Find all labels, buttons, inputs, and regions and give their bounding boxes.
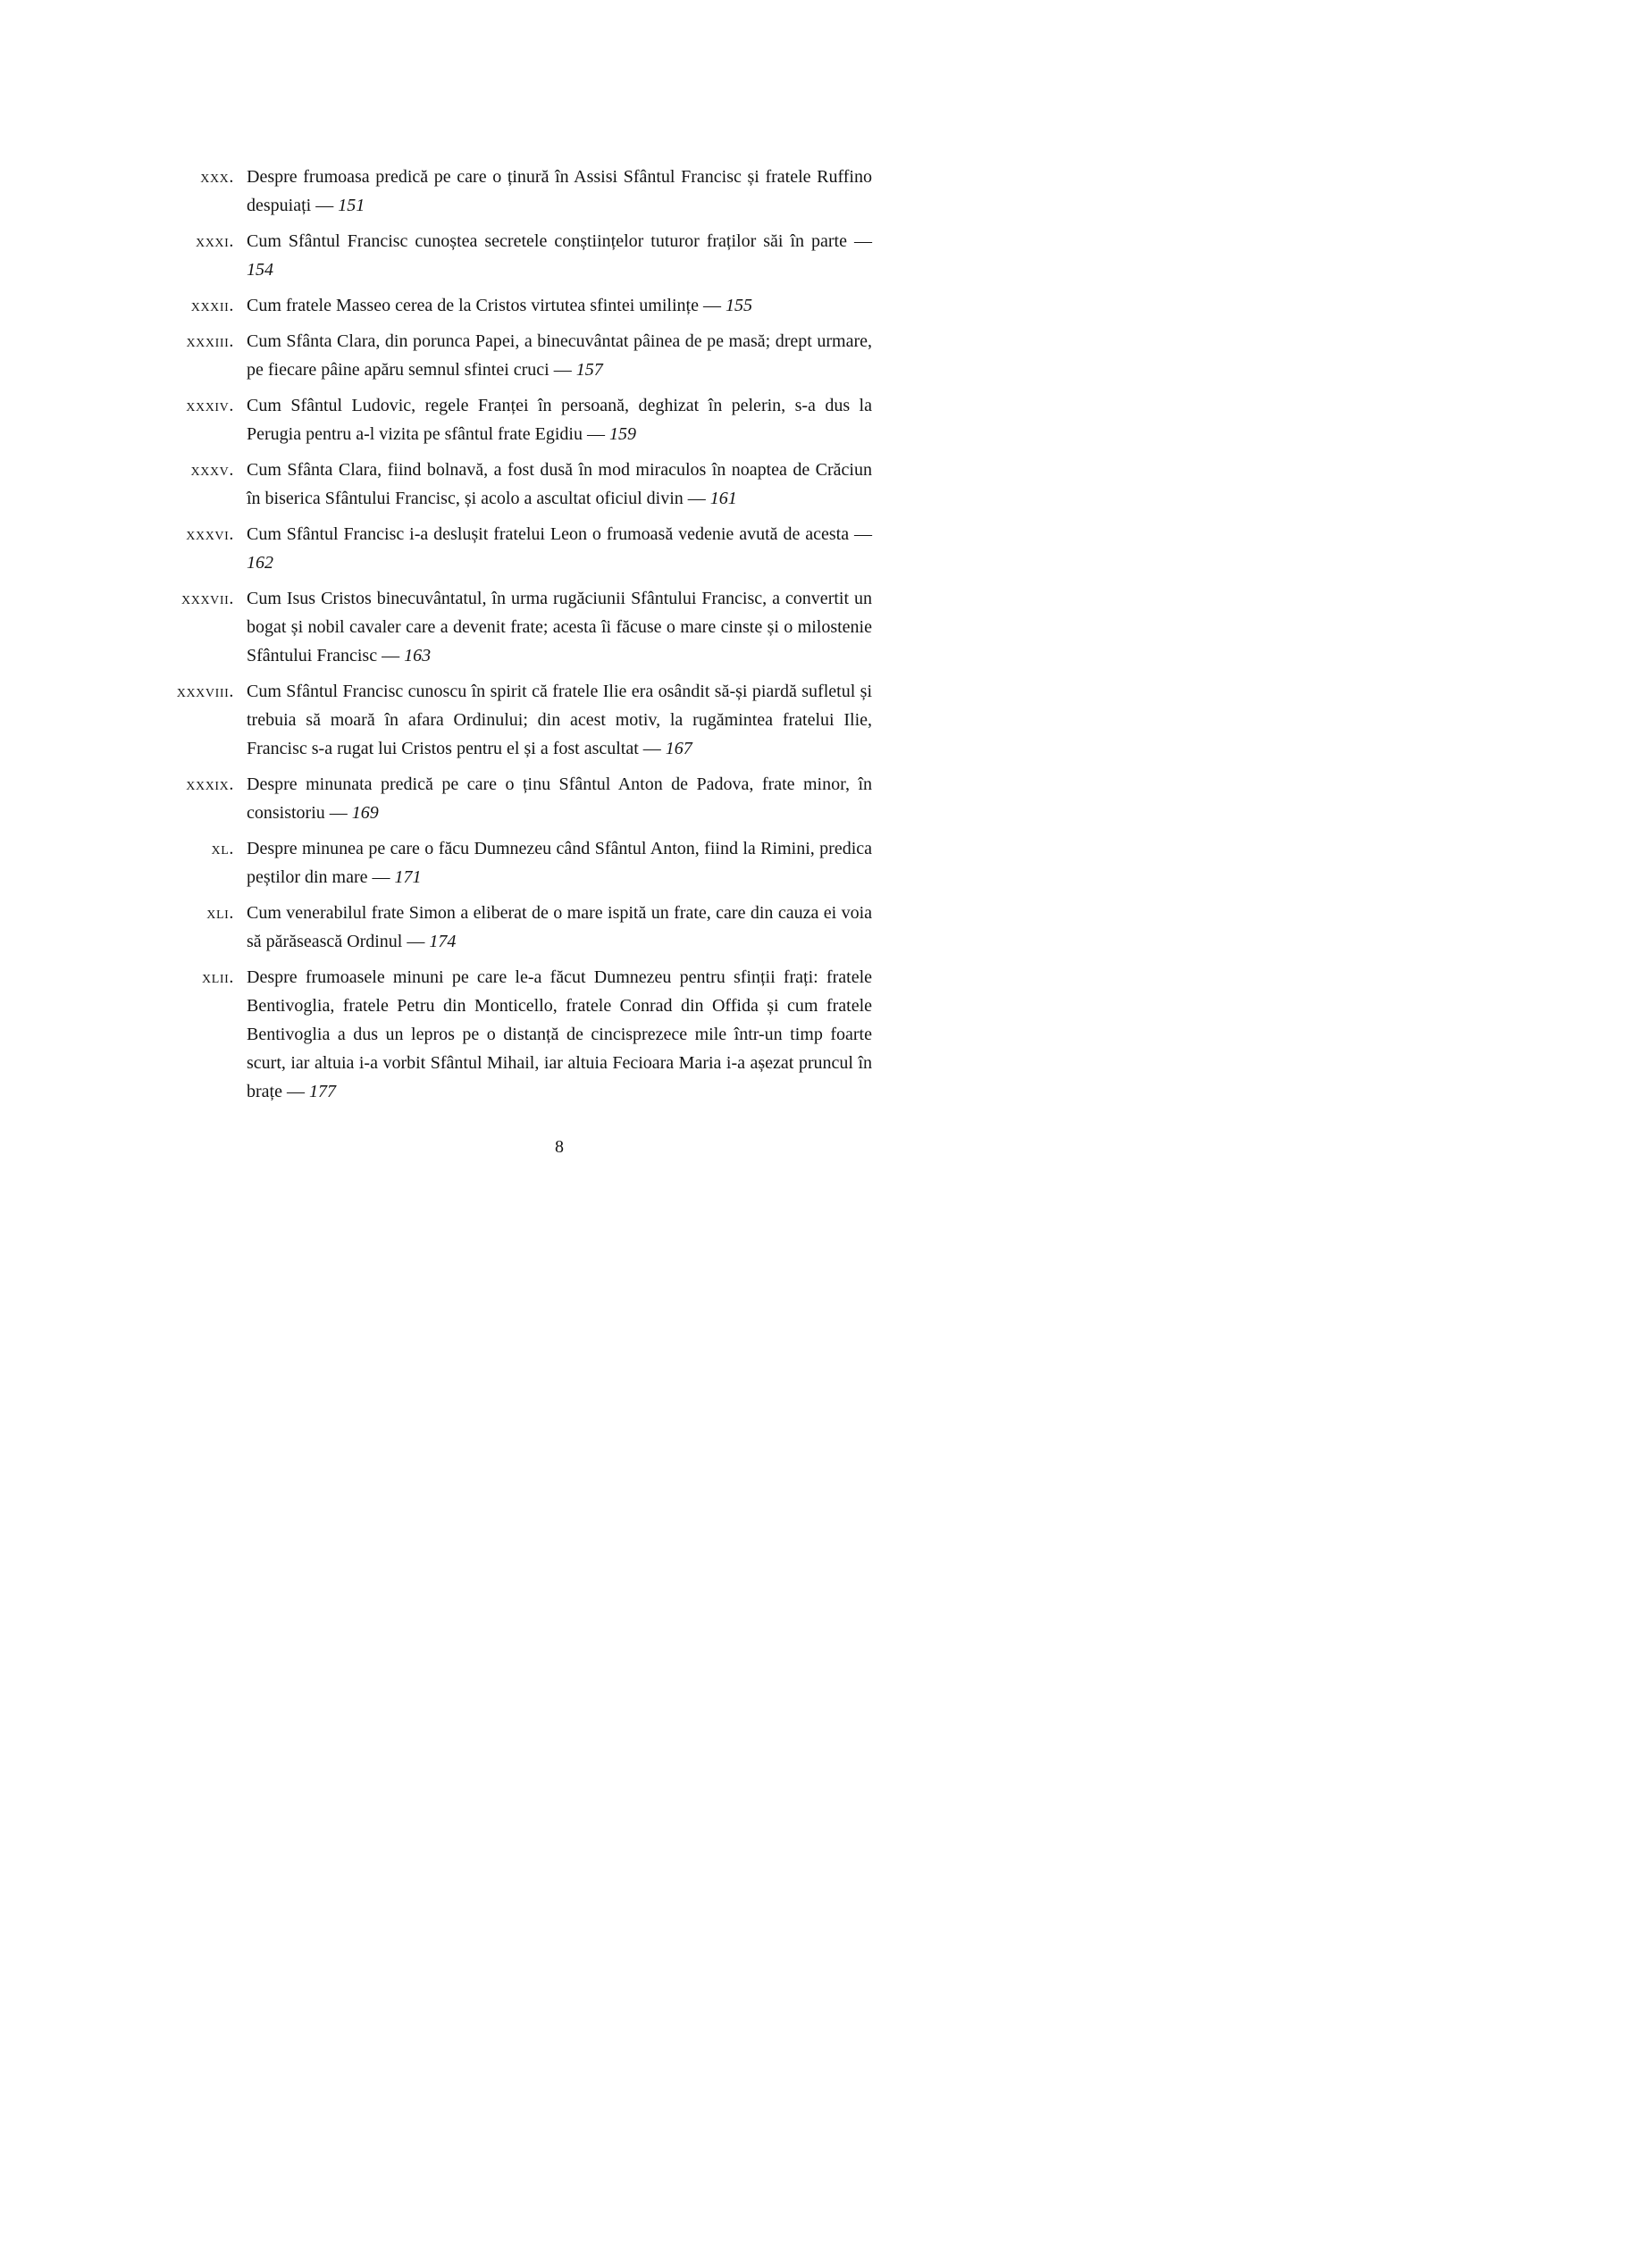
entry-text	[247, 456, 872, 513]
toc-entry	[141, 677, 881, 763]
toc-entry	[141, 456, 881, 513]
entry-separator-dash: —	[402, 932, 430, 951]
entry-numeral: xxxiii.	[186, 331, 234, 351]
entry-title: Cum Sfântul Francisc i-a deslușit fratelui Leon o frumoasă vedenie avută de acesta	[247, 524, 850, 544]
entry-title: Cum Sfânta Clara, din porunca Papei, a binecuvântat pâinea de pe masă; drept urmare, pe fiecare pâine apăru semnul sfintei cruci	[247, 331, 872, 380]
entry-numeral: xxxi.	[196, 231, 234, 251]
entry-title: Cum Sfânta Clara, fiind bolnavă, a fost dusă în mod miraculos în noaptea de Crăciun în biserica Sfântului Francisc, și acolo a ascultat oficiul divin	[247, 460, 872, 508]
entry-separator-dash: —	[367, 867, 395, 887]
entry-title: Cum Sfântul Francisc cunoștea secretele conștiințelor tuturor fraților săi în parte	[247, 231, 847, 251]
table-of-contents	[141, 163, 881, 1161]
entry-separator-dash: —	[698, 296, 726, 315]
entry-numeral: xxxviii.	[176, 682, 234, 701]
entry-text	[247, 770, 872, 827]
toc-list	[141, 163, 881, 1106]
entry-text	[247, 327, 872, 384]
entry-title: Despre minunea pe care o făcu Dumnezeu când Sfântul Anton, fiind la Rimini, predica peștilor din mare	[247, 839, 872, 887]
entry-page-ref: 157	[575, 360, 603, 380]
entry-separator-dash: —	[683, 489, 710, 508]
entry-page-ref: 155	[725, 296, 752, 315]
entry-numeral: xxxvii.	[181, 589, 234, 608]
toc-entry	[141, 391, 881, 448]
entry-title: Despre minunata predică pe care o ținu Sfântul Anton de Padova, frate minor, în consistoriu	[247, 774, 872, 823]
entry-title: Despre frumoasele minuni pe care le-a făcut Dumnezeu pentru sfinții frați: fratele Bentivoglia, fratele Petru din Monticello, fratele Conrad din Offida și cum fratele Bentivoglia a dus un lepros pe o distanță de cincisprezece mile într-un timp foarte scurt, iar altuia i-a vorbit Sfântul Mihail, iar altuia Fecioara Maria i-a așezat pruncul în brațe	[247, 967, 872, 1101]
entry-title: Cum venerabilul frate Simon a eliberat de o mare ispită un frate, care din cauza ei voia să părăsească Ordinul	[247, 903, 872, 951]
toc-entry	[141, 520, 881, 577]
entry-separator-dash: —	[377, 646, 405, 665]
entry-separator-dash: —	[549, 360, 576, 380]
entry-page-ref: 171	[394, 867, 422, 887]
entry-page-ref: 159	[608, 424, 636, 444]
entry-numeral: xxxii.	[190, 296, 234, 315]
toc-entry	[141, 291, 881, 320]
entry-separator-dash: —	[582, 424, 609, 444]
toc-entry	[141, 770, 881, 827]
entry-separator-dash: —	[638, 739, 666, 758]
entry-title: Cum Sfântul Francisc cunoscu în spirit că fratele Ilie era osândit să-și piardă sufletul și trebuia să moară în afara Ordinului; din acest motiv, la rugămintea fratelui Ilie, Francisc s-a rugat lui Cristos pentru el și a fost ascultat	[247, 682, 872, 758]
entry-numeral: xxxix.	[186, 774, 234, 794]
entry-page-ref: 151	[338, 196, 365, 215]
toc-entry	[141, 584, 881, 670]
toc-entry	[141, 327, 881, 384]
entry-page-ref: 167	[665, 739, 692, 758]
entry-page-ref: 174	[429, 932, 457, 951]
entry-separator-dash: —	[281, 1082, 309, 1101]
entry-numeral: xxxiv.	[186, 396, 234, 415]
entry-title: Cum fratele Masseo cerea de la Cristos virtutea sfintei umilințe	[247, 296, 699, 315]
entry-page-ref: 163	[404, 646, 432, 665]
entry-numeral: xl.	[211, 839, 234, 858]
toc-entry	[141, 963, 881, 1106]
entry-separator-dash: —	[324, 803, 352, 823]
entry-text	[247, 899, 872, 956]
entry-text	[247, 834, 872, 891]
entry-title: Despre frumoasa predică pe care o ținură în Assisi Sfântul Francisc și fratele Ruffino despuiați	[247, 167, 872, 215]
entry-text	[247, 227, 872, 284]
entry-text	[247, 391, 872, 448]
entry-numeral: xxxvi.	[186, 524, 234, 544]
entry-numeral: xlii.	[202, 967, 234, 987]
entry-text	[247, 520, 872, 577]
entry-numeral: xxxv.	[190, 460, 234, 480]
entry-separator-dash: —	[847, 231, 872, 251]
entry-page-ref: 169	[351, 803, 379, 823]
entry-page-ref: 162	[247, 553, 273, 573]
entry-separator-dash: —	[849, 524, 873, 544]
entry-separator-dash: —	[311, 196, 339, 215]
entry-text	[247, 291, 872, 320]
entry-page-ref: 161	[709, 489, 737, 508]
toc-entry	[141, 899, 881, 956]
entry-text	[247, 963, 872, 1106]
entry-page-ref: 177	[308, 1082, 336, 1101]
page-number: 8	[555, 1137, 564, 1157]
entry-title: Cum Isus Cristos binecuvântatul, în urma rugăciunii Sfântului Francisc, a convertit un bogat și nobil cavaler care a devenit frate; acesta îi făcuse o mare cinste și o milostenie Sfântului Francisc	[247, 589, 872, 665]
entry-text	[247, 163, 872, 220]
entry-page-ref: 154	[247, 260, 273, 280]
toc-entry	[141, 227, 881, 284]
entry-text	[247, 677, 872, 763]
entry-text	[247, 584, 872, 670]
entry-numeral: xli.	[206, 903, 234, 923]
entry-title: Cum Sfântul Ludovic, regele Franței în persoană, deghizat în pelerin, s-a dus la Perugia pentru a-l vizita pe sfântul frate Egidiu	[247, 396, 872, 444]
entry-numeral: xxx.	[200, 167, 234, 187]
toc-entry	[141, 834, 881, 891]
toc-entry	[141, 163, 881, 220]
